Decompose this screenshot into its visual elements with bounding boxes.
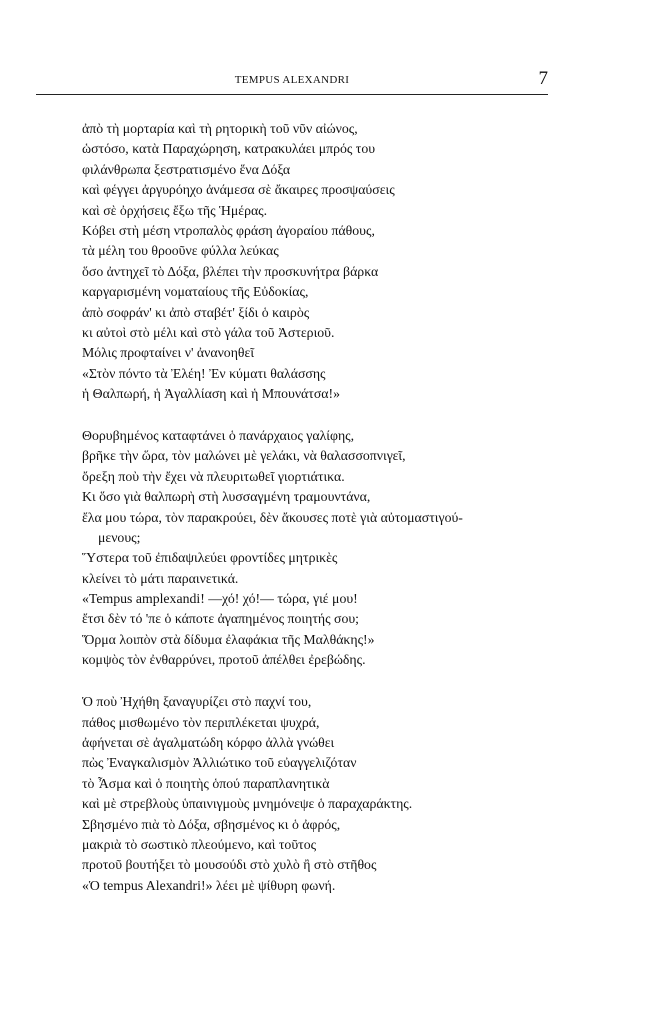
poem-line: ὄρεξη ποὺ τὴν ἔχει νὰ πλευριτωθεῖ γιορτιάτικα.: [82, 468, 345, 484]
poem-line: Μόλις προφταίνει ν' ἀνανοηθεῖ: [82, 345, 255, 361]
poem-line: κομψὸς τὸν ἐνθαρρύνει, προτοῦ ἀπέλθει ἐρεβώδης.: [82, 652, 366, 668]
poem-line: ὅσο ἀντηχεῖ τὸ Δόξα, βλέπει τὴν προσκυνήτρα βάρκα: [82, 263, 379, 279]
poem-line: ἀφήνεται σὲ ἀγαλματώδη κόρφο ἀλλὰ γνώθει: [82, 734, 335, 750]
poem-line: καὶ φέγγει ἀργυρόηχο ἀνάμεσα σὲ ἄκαιρες προσψαύσεις: [82, 182, 395, 198]
poem-line: Ὅρμα λοιπὸν στὰ δίδυμα ἐλαφάκια τῆς Μαλθάκης!»: [82, 631, 375, 647]
poem-line: καὶ μὲ στρεβλοὺς ὑπαινιγμοὺς μνημόνεψε ὁ παραχαράκτης.: [82, 796, 413, 812]
poem-line: τὸ Ἆσμα καὶ ὁ ποιητὴς ὁπού παραπλανητικὰ: [82, 775, 330, 791]
running-title: TEMPUS ALEXANDRI: [234, 74, 350, 86]
poem-line: ἀπὸ τὴ μορταρία καὶ τὴ ρητορικὴ τοῦ νῦν αἰώνος,: [82, 121, 358, 136]
poem-line: κλείνει τὸ μάτι παραινετικά.: [82, 570, 239, 586]
poem-line: Σβησμένο πιὰ τὸ Δόξα, σβησμένος κι ὁ ἀφρός,: [82, 816, 341, 832]
poem-line: «Tempus amplexandi! —χό! χό!— τώρα, γιέ μου!: [82, 591, 358, 607]
poem-line: Κόβει στὴ μέση ντροπαλὸς φράση ἀγοραίου πάθους,: [82, 222, 375, 238]
poem-line: προτοῦ βουτήξει τὸ μουσούδι στὸ χυλὸ ἢ στὸ στῆθος: [82, 857, 377, 873]
poem-line: ἔτσι δὲν τό 'πε ὁ κάποτε ἀγαπημένος ποιητής σου;: [82, 611, 360, 627]
poem-line: καργαρισμένη νοματαίους τῆς Εὐδοκίας,: [82, 284, 309, 300]
poem-line: φιλάνθρωπα ξεστρατισμένο ἕνα Δόξα: [82, 161, 291, 177]
poem-line: καὶ σὲ ὀρχήσεις ἔξω τῆς Ἡμέρας.: [82, 202, 268, 218]
poem-line: Ὁ ποὺ Ἠχήθη ξαναγυρίζει στὸ παχνί του,: [82, 694, 312, 710]
poem-line: κι αὐτοὶ στὸ μέλι καὶ στὸ γάλα τοῦ Ἀστεριοῦ.: [82, 324, 335, 340]
stanza: [82, 692, 552, 896]
poem-line: Θορυβημένος καταφτάνει ὁ πανάρχαιος γαλίφης,: [82, 427, 355, 443]
poem-line: πάθος μισθωμένο τὸν περιπλέκεται ψυχρά,: [82, 714, 320, 730]
poem-line: μενους;: [98, 529, 141, 545]
poem-line: ἔλα μου τώρα, τὸν παρακρούει, δὲν ἄκουσες ποτὲ γιὰ αὐτομαστιγού-: [82, 509, 463, 525]
poem-line: ὡστόσο, κατὰ Παραχώρηση, κατρακυλάει μπρός του: [82, 141, 376, 157]
running-header: [36, 70, 548, 95]
poem-body: [82, 119, 552, 918]
poem-line: ἀπὸ σοφράν' κι ἀπὸ σταβέτ' ξίδι ὁ καιρὸς: [82, 304, 310, 320]
page-number: 7: [538, 68, 548, 89]
poem-line: «Στὸν πόντο τὰ Ἐλέη! Ἐν κύματι θαλάσσης: [82, 365, 326, 381]
poem-line: ἡ Θαλπωρή, ἡ Ἀγαλλίαση καὶ ἡ Μπουνάτσα!»: [82, 386, 340, 402]
stanza: [82, 426, 552, 671]
stanza: [82, 119, 552, 404]
poem-line: τὰ μέλη του θροοῦνε φύλλα λεύκας: [82, 243, 279, 259]
poem-line: βρῆκε τὴν ὥρα, τὸν μαλώνει μὲ γελάκι, νὰ θαλασσοπνιγεῖ,: [82, 448, 406, 464]
poem-line: Ὕστερα τοῦ ἐπιδαψιλεύει φροντίδες μητρικὲς: [82, 550, 338, 566]
poem-line: Κι ὅσο γιὰ θαλπωρὴ στὴ λυσσαγμένη τραμουντάνα,: [82, 489, 371, 505]
poem-line: πὼς Ἐναγκαλισμὸν Ἀλλιώτικο τοῦ εὐαγγελιζόταν: [82, 755, 357, 771]
poem-line: «Ὁ tempus Alexandri!» λέει μὲ ψίθυρη φωνή.: [82, 877, 336, 893]
poem-line: μακριὰ τὸ σωστικὸ πλεούμενο, καὶ τοῦτος: [82, 836, 317, 852]
